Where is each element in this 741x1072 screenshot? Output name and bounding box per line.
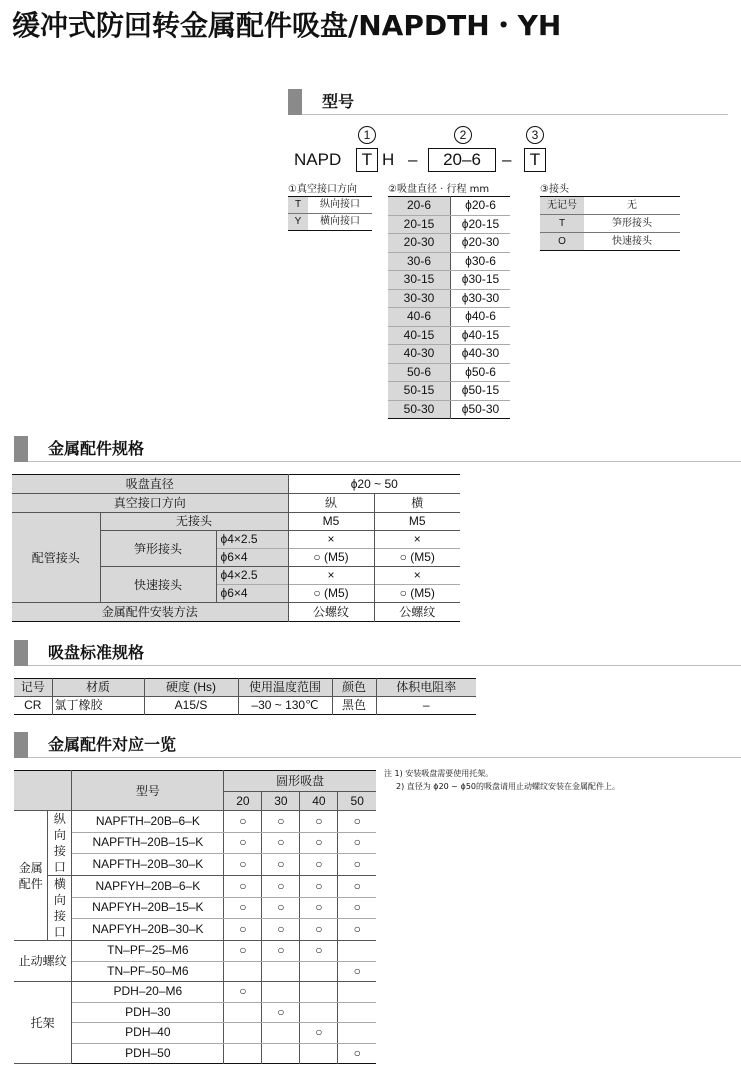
desc-cell: ϕ20-30 <box>451 234 511 253</box>
mark-cell: ○ <box>338 854 376 876</box>
desc-cell: ϕ50-6 <box>451 363 511 382</box>
section-divider <box>302 114 728 115</box>
code-cell: 20-6 <box>388 197 451 216</box>
mark-cell <box>338 982 376 1003</box>
group-metal: 金属配件 <box>14 811 48 941</box>
mark-cell: ○ <box>224 811 262 833</box>
table-row <box>288 214 372 231</box>
code-cell: T <box>540 215 584 233</box>
table-row <box>14 771 376 792</box>
code-cell: 无记号 <box>540 197 584 215</box>
mark-cell: ○ <box>300 897 338 919</box>
desc-cell: ϕ30-6 <box>451 252 511 271</box>
desc-cell: 快速接头 <box>612 236 652 247</box>
header-cell: 体积电阻率 <box>376 679 476 697</box>
table-row <box>388 326 510 345</box>
table-row <box>388 308 510 327</box>
mark-cell: ○ <box>300 876 338 898</box>
sub-vertical: 纵向接口 <box>48 811 72 876</box>
code-cell: 50-6 <box>388 363 451 382</box>
cell: M5 <box>288 513 374 531</box>
port-dir-label: 真空接口方向 <box>12 494 288 513</box>
cell: ○ (M5) <box>288 585 374 603</box>
table-row <box>288 197 372 214</box>
mark-cell <box>224 961 262 982</box>
cell: 氯丁橡胶 <box>52 697 144 715</box>
joint-table <box>540 196 680 251</box>
mark-cell <box>262 1023 300 1044</box>
model-cell: PDH–20–M6 <box>72 982 224 1003</box>
number-2-circle: 2 <box>454 126 472 144</box>
horizontal-header: 横 <box>411 496 424 510</box>
mark-cell: ○ <box>353 1045 361 1060</box>
model-cell: NAPFYH–20B–30–K <box>72 919 224 941</box>
mark-cell: ○ <box>262 897 300 919</box>
model-header: 型号 <box>72 771 224 811</box>
port-dir-caption: ①真空接口方向 <box>288 184 357 195</box>
table-row <box>388 197 510 216</box>
table-row <box>540 197 680 215</box>
section-marker <box>14 640 28 666</box>
header-cell: 颜色 <box>332 679 376 697</box>
desc-cell: ϕ50-15 <box>451 382 511 401</box>
mark-cell: ○ <box>224 832 262 854</box>
mark-cell: ○ <box>338 919 376 941</box>
code-cell: 40-6 <box>388 308 451 327</box>
table-row <box>388 289 510 308</box>
cell: × <box>288 531 374 549</box>
table-row <box>388 271 510 290</box>
vertical-header: 纵 <box>288 494 374 513</box>
size-cell: ϕ4×2.5 <box>216 531 288 549</box>
mark-cell <box>300 961 338 982</box>
section-marker <box>14 436 28 462</box>
mark-cell: ○ <box>224 897 262 919</box>
mark-cell: ○ <box>262 919 300 941</box>
cell: ○ (M5) <box>399 550 435 564</box>
desc-cell: ϕ20-15 <box>451 215 511 234</box>
mark-cell: ○ <box>224 876 262 898</box>
table-row <box>14 982 376 1003</box>
pad-dia-value: ϕ20 ~ 50 <box>350 477 398 491</box>
cell: ○ (M5) <box>399 586 435 600</box>
note-1: 注 1) 安装吸盘需要使用托架。 <box>384 769 494 778</box>
mark-cell: ○ <box>338 961 376 982</box>
mark-cell <box>338 1002 376 1023</box>
cell: 公螺纹 <box>288 603 374 622</box>
size-header: 20 <box>224 792 262 811</box>
code-cell: 30-30 <box>388 289 451 308</box>
code-cell: 40-30 <box>388 345 451 364</box>
mount-label: 金属配件安装方法 <box>12 603 288 622</box>
code-cell: Y <box>288 214 308 231</box>
model-cell: PDH–30 <box>72 1002 224 1023</box>
table-row <box>14 876 376 898</box>
mark-cell: ○ <box>262 811 300 833</box>
cell: × <box>413 532 421 546</box>
size-header: 30 <box>262 792 300 811</box>
section-divider <box>28 461 741 462</box>
group-bracket: 托架 <box>14 982 72 1064</box>
cell: ○ (M5) <box>288 549 374 567</box>
model-dash: – <box>408 150 418 169</box>
mark-cell: ○ <box>224 919 262 941</box>
code-cell: 40-15 <box>388 326 451 345</box>
mark-cell: ○ <box>338 897 376 919</box>
desc-cell: ϕ40-6 <box>451 308 511 327</box>
desc-cell: 笋形接头 <box>584 215 680 233</box>
desc-cell: 横向接口 <box>320 216 360 227</box>
code-cell: 30-15 <box>388 271 451 290</box>
table-row <box>14 811 376 833</box>
pad-dia-label: 吸盘直径 <box>12 475 288 494</box>
mark-cell: ○ <box>262 1002 300 1023</box>
mark-cell: ○ <box>262 832 300 854</box>
number-1-circle: 1 <box>358 126 376 144</box>
mark-cell: ○ <box>300 919 338 941</box>
desc-cell: 纵向接口 <box>308 197 372 214</box>
section-title: 金属配件对应一览 <box>48 735 177 754</box>
cell: A15/S <box>144 697 238 715</box>
model-box-pad: 20–6 <box>428 148 496 172</box>
table-row <box>388 234 510 253</box>
table-row <box>12 475 460 494</box>
table-row <box>388 345 510 364</box>
section-divider <box>28 757 741 758</box>
no-joint-label: 无接头 <box>100 513 288 531</box>
mark-cell <box>300 982 338 1003</box>
model-mid: H <box>382 150 395 169</box>
mark-cell: ○ <box>338 876 376 898</box>
mark-cell: ○ <box>300 832 338 854</box>
mark-cell <box>300 1002 338 1023</box>
model-box-joint: T <box>524 148 546 172</box>
group-stop: 止动螺纹 <box>14 941 72 982</box>
mark-cell <box>262 961 300 982</box>
table-row <box>12 494 460 513</box>
mark-cell: ○ <box>262 876 300 898</box>
model-cell: NAPFYH–20B–6–K <box>72 876 224 898</box>
section-marker <box>288 89 302 115</box>
section-fitting-map <box>14 732 734 754</box>
model-cell: NAPFTH–20B–15–K <box>72 832 224 854</box>
code-cell: 50-15 <box>388 382 451 401</box>
header-cell: 使用温度范围 <box>238 679 332 697</box>
mark-cell <box>338 941 376 962</box>
header-cell: 材质 <box>52 679 144 697</box>
mark-cell: ○ <box>300 1023 338 1044</box>
cell: –30 ~ 130℃ <box>238 697 332 715</box>
code-cell: 30-6 <box>388 252 451 271</box>
header-cell: 记号 <box>14 679 52 697</box>
table-row <box>388 215 510 234</box>
section-model <box>288 89 728 111</box>
mark-cell: ○ <box>338 811 376 833</box>
quick-label: 快速接头 <box>100 567 216 603</box>
model-cell: TN–PF–50–M6 <box>72 961 224 982</box>
code-cell: O <box>540 233 584 251</box>
table-row <box>388 363 510 382</box>
mark-cell <box>224 1043 262 1064</box>
model-code <box>294 126 594 176</box>
desc-cell: ϕ30-30 <box>451 289 511 308</box>
desc-cell: ϕ50-30 <box>461 401 500 416</box>
model-prefix: NAPD <box>294 150 342 169</box>
size-cell: ϕ4×2.5 <box>216 567 288 585</box>
model-cell: NAPFTH–20B–6–K <box>72 811 224 833</box>
mark-cell: ○ <box>338 832 376 854</box>
blank-corner <box>14 771 72 811</box>
section-fitting-spec <box>14 436 734 458</box>
desc-cell: ϕ40-30 <box>451 345 511 364</box>
cell: × <box>413 568 421 582</box>
mark-cell: ○ <box>300 854 338 876</box>
desc-cell: ϕ40-15 <box>451 326 511 345</box>
mark-cell: ○ <box>224 982 262 1003</box>
mark-cell <box>262 982 300 1003</box>
mark-cell: ○ <box>262 854 300 876</box>
fitting-map-table <box>14 770 376 1064</box>
port-dir-table <box>288 196 372 231</box>
model-cell: TN–PF–25–M6 <box>72 941 224 962</box>
pad-stroke-table <box>388 196 510 419</box>
sub-horizontal: 横向接口 <box>48 876 72 941</box>
fitting-spec-table <box>12 474 460 622</box>
mark-cell: ○ <box>300 941 338 962</box>
mark-cell: ○ <box>300 811 338 833</box>
cell: × <box>288 567 374 585</box>
code-cell: T <box>288 197 308 214</box>
table-row <box>388 382 510 401</box>
header-cell: 硬度 (Hs) <box>144 679 238 697</box>
table-row <box>14 697 476 715</box>
cell: M5 <box>408 514 426 528</box>
table-row <box>540 215 680 233</box>
section-title: 吸盘标准规格 <box>48 643 145 662</box>
mark-cell <box>224 1023 262 1044</box>
code-cell: 20-30 <box>388 234 451 253</box>
size-cell: ϕ6×4 <box>216 549 288 567</box>
round-pad-header: 圆形吸盘 <box>224 771 376 792</box>
table-row <box>14 679 476 697</box>
model-cell: PDH–40 <box>72 1023 224 1044</box>
page-title: 缓冲式防回转金属配件吸盘/NAPDTH・YH <box>12 9 562 42</box>
section-title: 金属配件规格 <box>48 439 145 458</box>
note-2: 2) 直径为 ϕ20 ~ ϕ50的吸盘请用止动螺纹安装在金属配件上。 <box>396 782 620 791</box>
mark-cell <box>338 1023 376 1044</box>
table-row <box>12 513 460 531</box>
joint-caption: ③接头 <box>540 184 569 195</box>
table-row <box>12 603 460 622</box>
desc-cell: ϕ30-15 <box>451 271 511 290</box>
cell: 黑色 <box>332 697 376 715</box>
table-row <box>388 400 510 419</box>
cell: 公螺纹 <box>399 605 436 619</box>
model-dash: – <box>502 150 512 169</box>
model-cell: PDH–50 <box>72 1043 224 1064</box>
barb-label: 笋形接头 <box>100 531 216 567</box>
section-marker <box>14 732 28 758</box>
size-header: 40 <box>300 792 338 811</box>
mark-cell <box>224 1002 262 1023</box>
mark-cell: ○ <box>224 854 262 876</box>
mark-cell: ○ <box>224 941 262 962</box>
desc-cell: 无 <box>584 197 680 215</box>
table-row <box>540 233 680 251</box>
cell: – <box>422 698 430 712</box>
model-cell: NAPFTH–20B–30–K <box>72 854 224 876</box>
mark-cell <box>262 1043 300 1064</box>
pad-spec-table <box>14 678 476 715</box>
pad-stroke-caption: ②吸盘直径 · 行程 mm <box>388 184 490 195</box>
mark-cell: ○ <box>262 941 300 962</box>
model-cell: NAPFYH–20B–15–K <box>72 897 224 919</box>
table-row <box>388 252 510 271</box>
desc-cell: ϕ20-6 <box>451 197 511 216</box>
code-cell: 50-30 <box>388 400 451 419</box>
table-row <box>14 941 376 962</box>
mark-cell <box>300 1043 338 1064</box>
section-pad-spec <box>14 640 734 662</box>
cell: CR <box>14 697 52 715</box>
section-title: 型号 <box>322 92 355 111</box>
number-3-circle: 3 <box>526 126 544 144</box>
size-cell: ϕ6×4 <box>216 585 288 603</box>
section-divider <box>28 665 741 666</box>
code-cell: 20-15 <box>388 215 451 234</box>
pipe-joint-label: 配管接头 <box>12 513 100 603</box>
size-header: 50 <box>338 792 376 811</box>
model-box-port: T <box>356 148 378 172</box>
